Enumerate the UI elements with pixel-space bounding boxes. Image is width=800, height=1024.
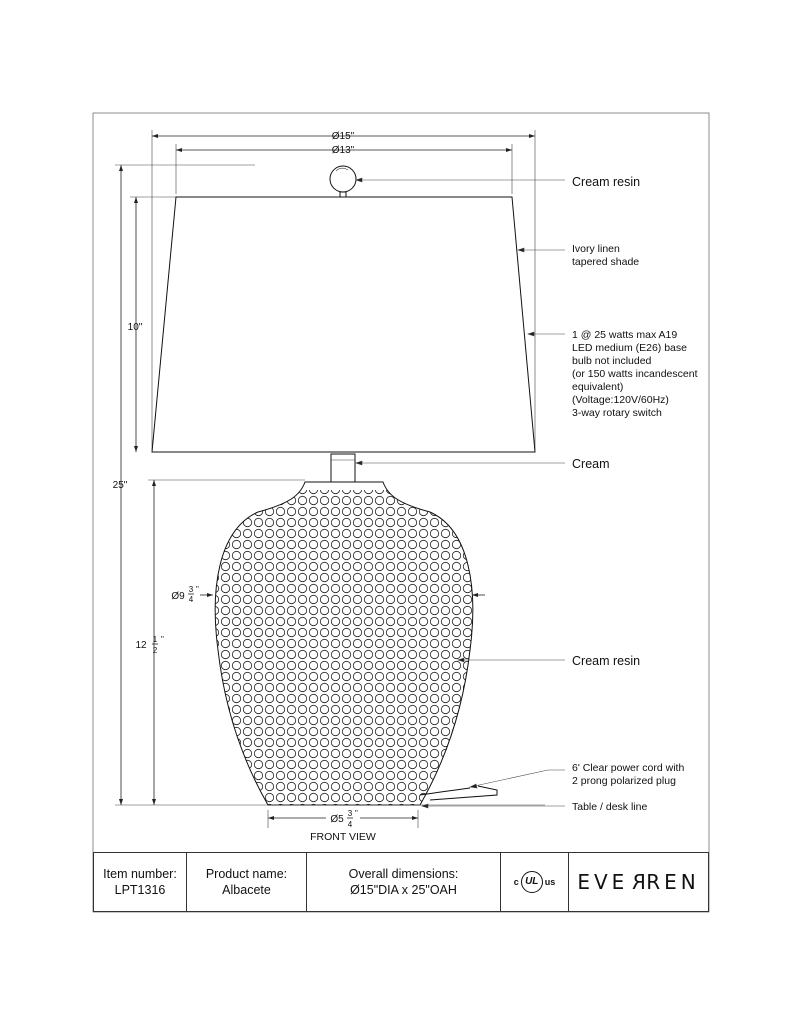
callout-body: Cream resin <box>572 654 641 668</box>
certification-cell <box>501 853 569 911</box>
callout-cord-line: 6' Clear power cord with <box>572 762 685 774</box>
dim-base-diameter-whole: Ø5 <box>330 814 344 825</box>
callout-bulb-line: (or 150 watts incandescent <box>572 368 698 380</box>
callout-bulb-line: LED medium (E26) base <box>572 342 687 354</box>
callout-bulb-line: (Voltage:120V/60Hz) <box>572 394 669 406</box>
dim-overall-diameter <box>152 130 535 450</box>
dim-overall-height-label: 25" <box>112 480 128 491</box>
dim-body-diameter-num: 3 <box>188 585 194 594</box>
ul-c-mark: c <box>513 877 519 887</box>
dim-shade-top <box>176 144 512 194</box>
item-number-label: Item number: <box>103 867 177 881</box>
callout-cord <box>572 762 687 787</box>
callout-shade-line: tapered shade <box>572 256 640 268</box>
product-name-value: Albacete <box>222 883 271 897</box>
finial <box>330 166 356 197</box>
dim-shade-top-label: Ø13" <box>331 145 355 156</box>
callout-bulb <box>572 329 700 419</box>
dim-base-diameter-den: 4 <box>347 820 353 829</box>
ul-us-mark: us <box>544 877 556 887</box>
view-label: FRONT VIEW <box>310 831 376 843</box>
callout-bulb-line: 1 @ 25 watts max A19 <box>572 329 678 341</box>
callout-finial: Cream resin <box>572 175 641 189</box>
callout-shade-line: Ivory linen <box>572 243 620 255</box>
overall-dimensions-label: Overall dimensions: <box>348 867 459 881</box>
dim-overall-diameter-label: Ø15" <box>331 131 355 142</box>
dim-body-height-den: 2 <box>152 646 158 655</box>
title-block <box>93 852 709 912</box>
dim-body-diameter-den: 4 <box>188 595 194 604</box>
lamp-body <box>205 482 485 805</box>
callout-bulb-line: bulb not included <box>572 355 652 367</box>
callout-neck: Cream <box>572 457 610 471</box>
lamp-neck <box>331 454 355 482</box>
dim-base-diameter <box>268 809 418 830</box>
callout-bulb-line: equivalent) <box>572 381 624 393</box>
product-name-cell <box>187 853 307 911</box>
dim-body-diameter-inch: " <box>196 585 199 594</box>
callout-cord-line: 2 prong polarized plug <box>572 775 676 787</box>
callout-table: Table / desk line <box>572 801 648 813</box>
brand-logo: EVERREN <box>577 870 700 894</box>
item-number-value: LPT1316 <box>114 883 166 897</box>
lamp-shade <box>152 197 535 452</box>
dim-base-diameter-num: 3 <box>347 809 353 818</box>
ul-mark: UL <box>521 871 543 893</box>
dim-body-height-num: 1 <box>152 635 158 644</box>
power-cord <box>420 786 497 800</box>
dim-body-height-inch: " <box>161 635 164 644</box>
overall-dimensions-value: Ø15"DIA x 25"OAH <box>350 883 457 897</box>
dim-body-diameter-whole: Ø9 <box>171 591 185 602</box>
callout-bulb-line: 3-way rotary switch <box>572 407 662 419</box>
callout-shade <box>572 243 639 268</box>
dim-base-diameter-inch: " <box>355 809 358 818</box>
dim-shade-height-label: 10" <box>127 322 143 333</box>
product-name-label: Product name: <box>205 867 288 881</box>
item-number-cell <box>94 853 187 911</box>
ul-certification-icon <box>514 871 556 893</box>
dim-body-height-whole: 12 <box>135 640 147 651</box>
brand-cell <box>569 853 708 911</box>
overall-dimensions-cell <box>307 853 501 911</box>
